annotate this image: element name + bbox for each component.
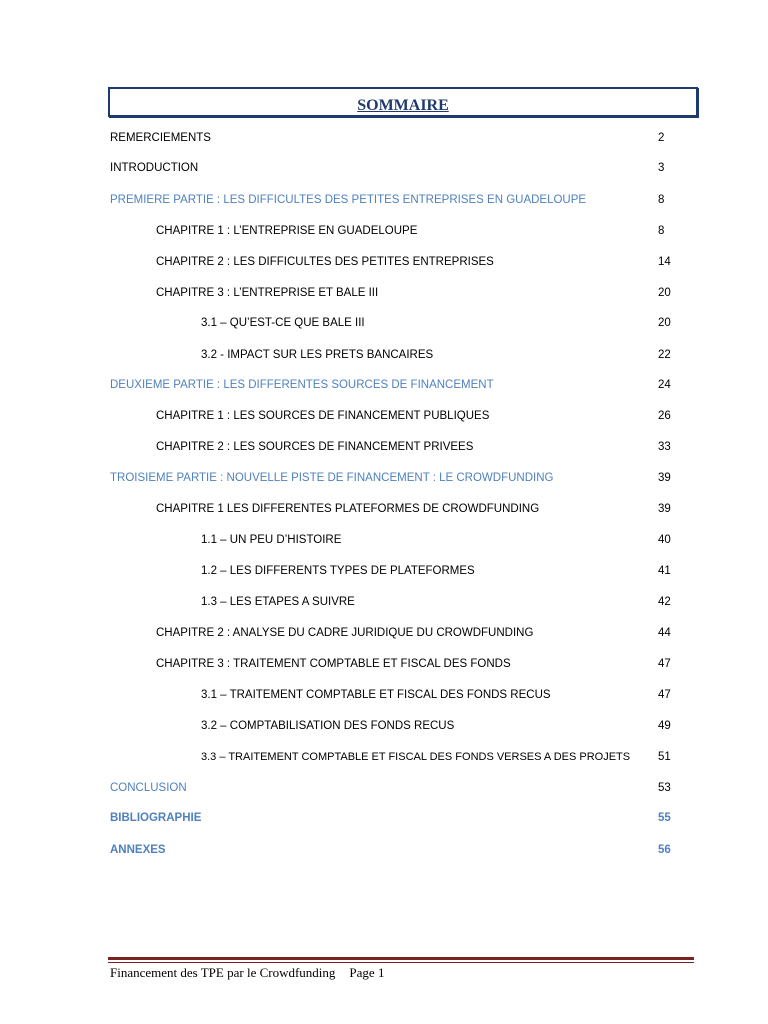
toc-entry-label: REMERCIEMENTS bbox=[110, 132, 211, 144]
toc-entry-page: 22 bbox=[658, 349, 671, 361]
toc-entry-page: 53 bbox=[658, 782, 671, 794]
toc-entry-page: 14 bbox=[658, 256, 671, 268]
toc-entry-page: 3 bbox=[658, 162, 665, 174]
toc-entry[interactable] bbox=[0, 437, 768, 457]
toc-entry[interactable] bbox=[0, 406, 768, 426]
toc-entry-page: 39 bbox=[658, 472, 671, 484]
toc-entry-label: 3.2 – COMPTABILISATION DES FONDS RECUS bbox=[201, 720, 455, 732]
toc-entry-label: CHAPITRE 2 : LES DIFFICULTES DES PETITES ENTREPRISES bbox=[156, 256, 494, 268]
toc-entry[interactable] bbox=[0, 561, 768, 581]
toc-entry-page: 47 bbox=[658, 658, 671, 670]
toc-entry-page: 33 bbox=[658, 441, 671, 453]
footer-title: Financement des TPE par le Crowdfunding bbox=[110, 965, 336, 980]
toc-entry-label: 1.1 – UN PEU D’HISTOIRE bbox=[201, 534, 342, 546]
page-footer bbox=[110, 964, 384, 982]
toc-entry-label: 1.3 – LES ETAPES A SUIVRE bbox=[201, 596, 355, 608]
footer-rule-thin bbox=[108, 962, 694, 963]
footer-page-number: Page 1 bbox=[349, 965, 385, 980]
toc-entry-page: 44 bbox=[658, 627, 671, 639]
toc-entry-label: 3.1 – TRAITEMENT COMPTABLE ET FISCAL DES FONDS RECUS bbox=[201, 689, 551, 701]
toc-entry-part[interactable] bbox=[0, 190, 768, 210]
toc-entry-page: 20 bbox=[658, 317, 671, 329]
toc-entry-label: CHAPITRE 2 : ANALYSE DU CADRE JURIDIQUE DU CROWDFUNDING bbox=[156, 627, 534, 639]
toc-entry-label: 3.2 - IMPACT SUR LES PRETS BANCAIRES bbox=[201, 349, 434, 361]
toc-entry[interactable] bbox=[0, 592, 768, 612]
toc-entry-label: 1.2 – LES DIFFERENTS TYPES DE PLATEFORMES bbox=[201, 565, 475, 577]
toc-entry-label: INTRODUCTION bbox=[110, 162, 199, 174]
toc-entry-label: CHAPITRE 1 : LES SOURCES DE FINANCEMENT PUBLIQUES bbox=[156, 410, 490, 422]
toc-entry-page: 47 bbox=[658, 689, 671, 701]
toc-entry-part[interactable] bbox=[0, 468, 768, 488]
toc-entry-label: PREMIERE PARTIE : LES DIFFICULTES DES PETITES ENTREPRISES EN GUADELOUPE bbox=[110, 194, 587, 206]
toc-entry[interactable] bbox=[0, 623, 768, 643]
toc-entry-page: 55 bbox=[658, 812, 671, 824]
toc-entry[interactable] bbox=[0, 128, 768, 148]
toc-entry-page: 56 bbox=[658, 844, 671, 856]
toc-entry-page: 8 bbox=[658, 225, 665, 237]
toc-entry-page: 41 bbox=[658, 565, 671, 577]
toc-title-box bbox=[108, 87, 698, 117]
toc-entry-label: DEUXIEME PARTIE : LES DIFFERENTES SOURCES DE FINANCEMENT bbox=[110, 379, 494, 391]
toc-entry-label: 3.3 – TRAITEMENT COMPTABLE ET FISCAL DES FONDS VERSES A DES PROJETS bbox=[201, 751, 631, 763]
toc-entry[interactable] bbox=[0, 654, 768, 674]
toc-entry-label: CHAPITRE 3 : TRAITEMENT COMPTABLE ET FISCAL DES FONDS bbox=[156, 658, 511, 670]
toc-entry-annexes[interactable] bbox=[0, 840, 768, 860]
toc-entry[interactable] bbox=[0, 499, 768, 519]
toc-entry[interactable] bbox=[0, 747, 768, 767]
toc-entry-label: BIBLIOGRAPHIE bbox=[110, 812, 202, 824]
toc-entry[interactable] bbox=[0, 313, 768, 333]
toc-entry-conclusion[interactable] bbox=[0, 778, 768, 798]
toc-title: SOMMAIRE bbox=[357, 97, 449, 114]
toc-entry-label: CHAPITRE 1 : L’ENTREPRISE EN GUADELOUPE bbox=[156, 225, 418, 237]
toc-entry[interactable] bbox=[0, 158, 768, 178]
toc-entry[interactable] bbox=[0, 252, 768, 272]
toc-entry-page: 26 bbox=[658, 410, 671, 422]
toc-entry[interactable] bbox=[0, 283, 768, 303]
toc-entry-label: 3.1 – QU’EST-CE QUE BALE III bbox=[201, 317, 365, 329]
toc-entry-label: TROISIEME PARTIE : NOUVELLE PISTE DE FINANCEMENT : LE CROWDFUNDING bbox=[110, 472, 554, 484]
toc-entry-label: ANNEXES bbox=[110, 844, 166, 856]
toc-entry-part[interactable] bbox=[0, 375, 768, 395]
toc-entry-page: 2 bbox=[658, 132, 665, 144]
footer-rule-thick bbox=[108, 957, 694, 960]
toc-entry[interactable] bbox=[0, 685, 768, 705]
toc-entry-label: CHAPITRE 2 : LES SOURCES DE FINANCEMENT PRIVEES bbox=[156, 441, 474, 453]
toc-entry-page: 42 bbox=[658, 596, 671, 608]
toc-entry-page: 24 bbox=[658, 379, 671, 391]
toc-entry-page: 49 bbox=[658, 720, 671, 732]
toc-entry-label: CHAPITRE 1 LES DIFFERENTES PLATEFORMES DE CROWDFUNDING bbox=[156, 503, 540, 515]
toc-entry[interactable] bbox=[0, 345, 768, 365]
toc-entry-page: 51 bbox=[658, 751, 671, 763]
toc-entry[interactable] bbox=[0, 221, 768, 241]
toc-entry-page: 39 bbox=[658, 503, 671, 515]
toc-entry-page: 20 bbox=[658, 287, 671, 299]
toc-entry[interactable] bbox=[0, 530, 768, 550]
toc-entry-bibliography[interactable] bbox=[0, 808, 768, 828]
toc-entry-page: 8 bbox=[658, 194, 665, 206]
toc-entry-label: CHAPITRE 3 : L’ENTREPRISE ET BALE III bbox=[156, 287, 379, 299]
toc-entry-label: CONCLUSION bbox=[110, 782, 187, 794]
toc-entry-page: 40 bbox=[658, 534, 671, 546]
toc-entry[interactable] bbox=[0, 716, 768, 736]
